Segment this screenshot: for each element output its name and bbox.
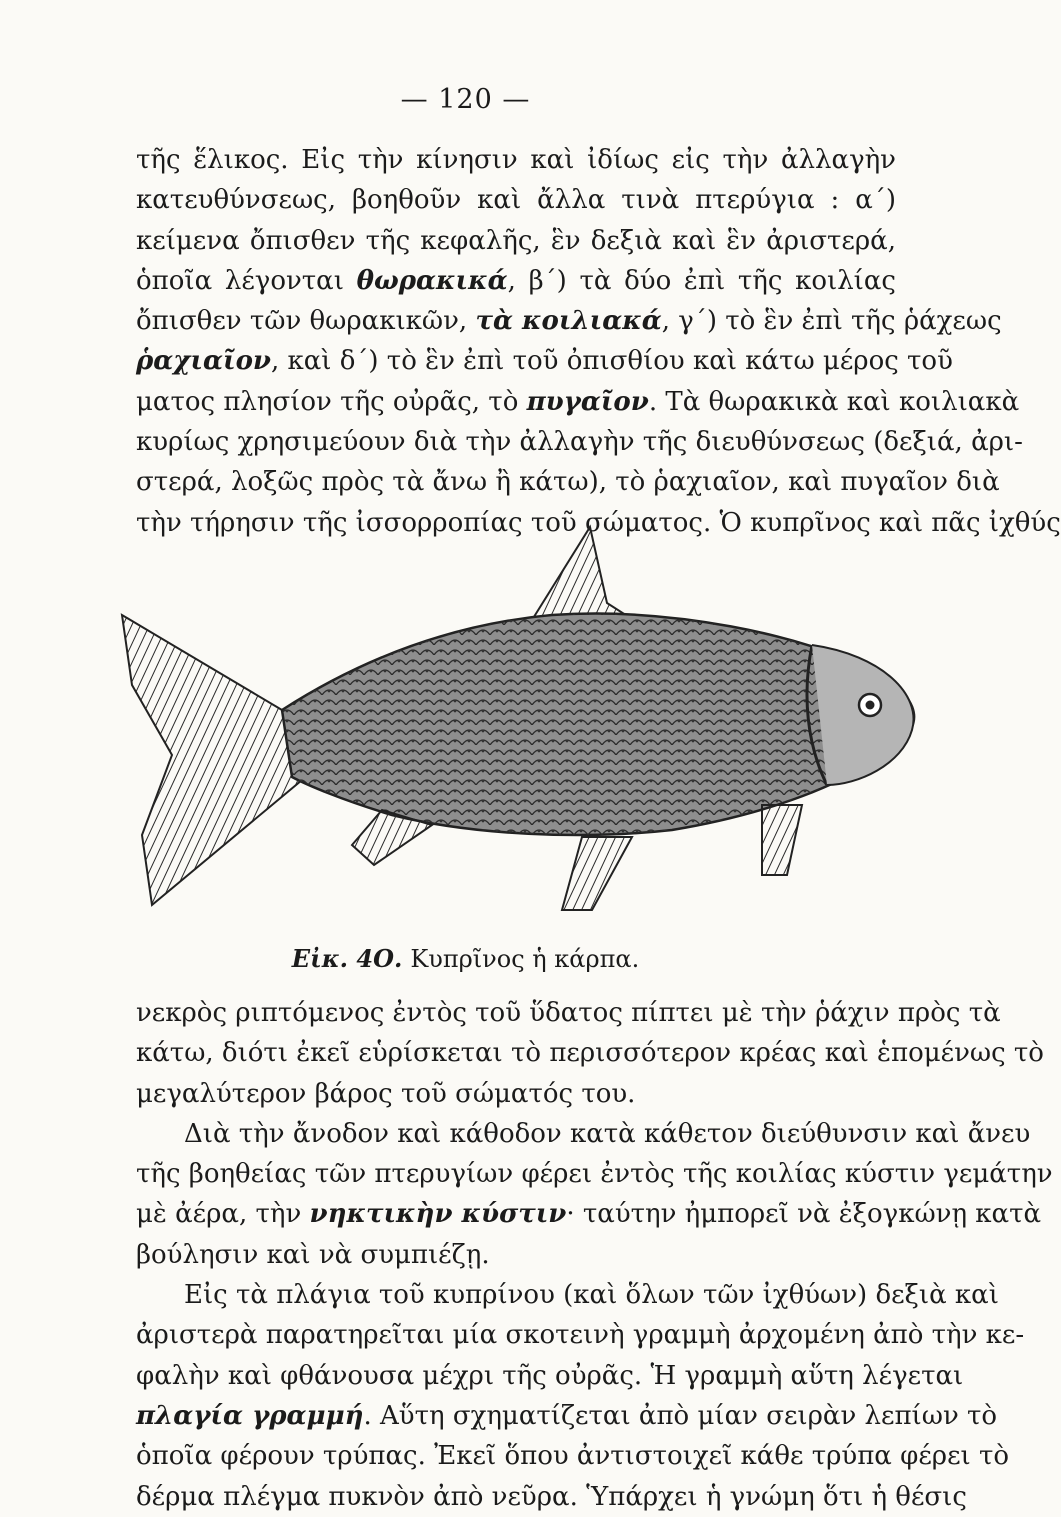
text-run: ὄπισθεν τῶν θωρακικῶν, <box>136 306 476 337</box>
text-line <box>136 382 1020 422</box>
figure-caption <box>0 944 931 973</box>
text-run: , β΄) τὰ δύο ἐπὶ τῆς κοιλίας <box>507 265 896 296</box>
emphasized-term: θωρακικά <box>356 265 508 296</box>
emphasized-term: ῥαχιαῖον <box>136 346 271 377</box>
text-run: ἀριστερὰ παρατηρεῖται μία σκοτεινὴ γραμμὴ ἀρχομένη ἀπὸ τὴν κε- <box>136 1320 1025 1351</box>
text-run: μεγαλύτερον βάρος τοῦ σώματός του. <box>136 1078 636 1109</box>
text-run: φαλὴν καὶ φθάνουσα μέχρι τῆς οὐρᾶς. Ἡ γραμμὴ αὕτη λέγεται <box>136 1360 964 1391</box>
emphasized-term: τὰ κοιλιακά <box>475 306 662 337</box>
text-line <box>136 180 896 220</box>
text-run: Διὰ τὴν ἄνοδον καὶ κάθοδον κατὰ κάθετον διεύθυνσιν καὶ ἄνευ <box>184 1118 1031 1149</box>
text-line <box>136 993 1001 1033</box>
text-run: δέρμα πλέγμα πυκνὸν ἀπὸ νεῦρα. Ὑπάρχει ἡ γνώμη ὅτι ἡ θέσις <box>136 1481 967 1512</box>
figure-caption-text: Κυπρῖνος ἡ κάρπα. <box>410 945 640 973</box>
text-run: ματος πλησίον τῆς οὐρᾶς, τὸ <box>136 386 527 417</box>
emphasized-term: νηκτικὴν κύστιν <box>309 1199 567 1230</box>
text-block-top <box>136 140 1061 543</box>
text-run: νεκρὸς ριπτόμενος ἐντὸς τοῦ ὕδατος πίπτει μὲ τὴν ῥάχιν πρὸς τὰ <box>136 998 1001 1028</box>
emphasized-term: πλαγία γραμμή <box>136 1400 364 1431</box>
text-line <box>136 1235 896 1275</box>
text-line <box>136 1396 998 1436</box>
text-run: Εἰς τὰ πλάγια τοῦ κυπρίνου (καὶ ὅλων τῶν ἰχθύων) δεξιὰ καὶ <box>184 1280 999 1311</box>
text-line <box>136 1356 964 1396</box>
text-line <box>136 261 896 301</box>
carp-illustration <box>112 515 932 945</box>
text-line <box>136 221 896 261</box>
text-line <box>136 1154 1053 1194</box>
page-number: — 120 — <box>400 84 531 115</box>
text-run: ὁποῖα λέγονται <box>136 265 357 296</box>
text-run: τῆς ἕλικος. Εἰς τὴν κίνησιν καὶ ἰδίως εἰς τὴν ἀλλαγὴν <box>136 145 896 175</box>
text-line <box>136 1033 1044 1073</box>
text-run: ὁποῖα φέρουν τρύπας. Ἐκεῖ ὅπου ἀντιστοιχεῖ κάθε τρύπα φέρει τὸ <box>136 1441 1010 1472</box>
text-line <box>136 1275 999 1315</box>
text-line <box>136 1074 896 1114</box>
text-run: στερά, λοξῶς πρὸς τὰ ἄνω ἢ κάτω), τὸ ῥαχιαῖον, καὶ πυγαῖον διὰ <box>136 467 1000 498</box>
text-line <box>136 1194 1042 1234</box>
text-run: μὲ ἀέρα, τὴν <box>136 1199 310 1230</box>
text-run: · ταύτην ἠμπορεῖ νὰ ἐξογκώνῃ κατὰ <box>566 1199 1042 1230</box>
text-line <box>136 140 896 180</box>
figure-label: Εἰκ. 4Ο. <box>291 944 403 973</box>
text-run: κείμενα ὄπισθεν τῆς κεφαλῆς, ἓν δεξιὰ καὶ ἓν ἀριστερά, <box>136 225 896 256</box>
text-run: , γ΄) τὸ ἓν ἐπὶ τῆς ῥάχεως <box>661 306 1002 337</box>
text-run: , καὶ δ΄) τὸ ἓν ἐπὶ τοῦ ὀπισθίου καὶ κάτω μέρος τοῦ <box>270 346 953 377</box>
emphasized-term: πυγαῖον <box>526 386 649 417</box>
text-line <box>136 422 1023 462</box>
text-line <box>136 341 953 381</box>
text-line <box>136 301 1002 341</box>
text-run: . Αὕτη σχηματίζεται ἀπὸ μίαν σειρὰν λεπίων τὸ <box>363 1400 998 1431</box>
text-line <box>136 1436 1010 1476</box>
text-run: τῆς βοηθείας τῶν πτερυγίων φέρει ἐντὸς τῆς κοιλίας κύστιν γεμάτην <box>136 1159 1053 1190</box>
text-line <box>136 1315 1025 1355</box>
text-block-bottom <box>136 993 1053 1517</box>
text-line <box>136 1477 967 1517</box>
text-line <box>136 1114 1031 1154</box>
text-run: . Τὰ θωρακικὰ καὶ κοιλιακὰ <box>648 386 1020 417</box>
text-run: κυρίως χρησιμεύουν διὰ τὴν ἀλλαγὴν τῆς διευθύνσεως (δεξιά, ἀρι- <box>136 427 1023 458</box>
text-line <box>136 462 1000 502</box>
text-run: βούλησιν καὶ νὰ συμπιέζῃ. <box>136 1239 490 1270</box>
text-run: κατευθύνσεως, βοηθοῦν καὶ ἄλλα τινὰ πτερύγια : α΄) <box>136 185 896 216</box>
text-run: τὴν τήρησιν τῆς ἰσσορροπίας τοῦ σώματος. Ὁ κυπρῖνος καὶ πᾶς ἰχθύς <box>136 507 1061 538</box>
text-run: κάτω, διότι ἐκεῖ εὑρίσκεται τὸ περισσότερον κρέας καὶ ἑπομένως τὸ <box>136 1038 1044 1069</box>
